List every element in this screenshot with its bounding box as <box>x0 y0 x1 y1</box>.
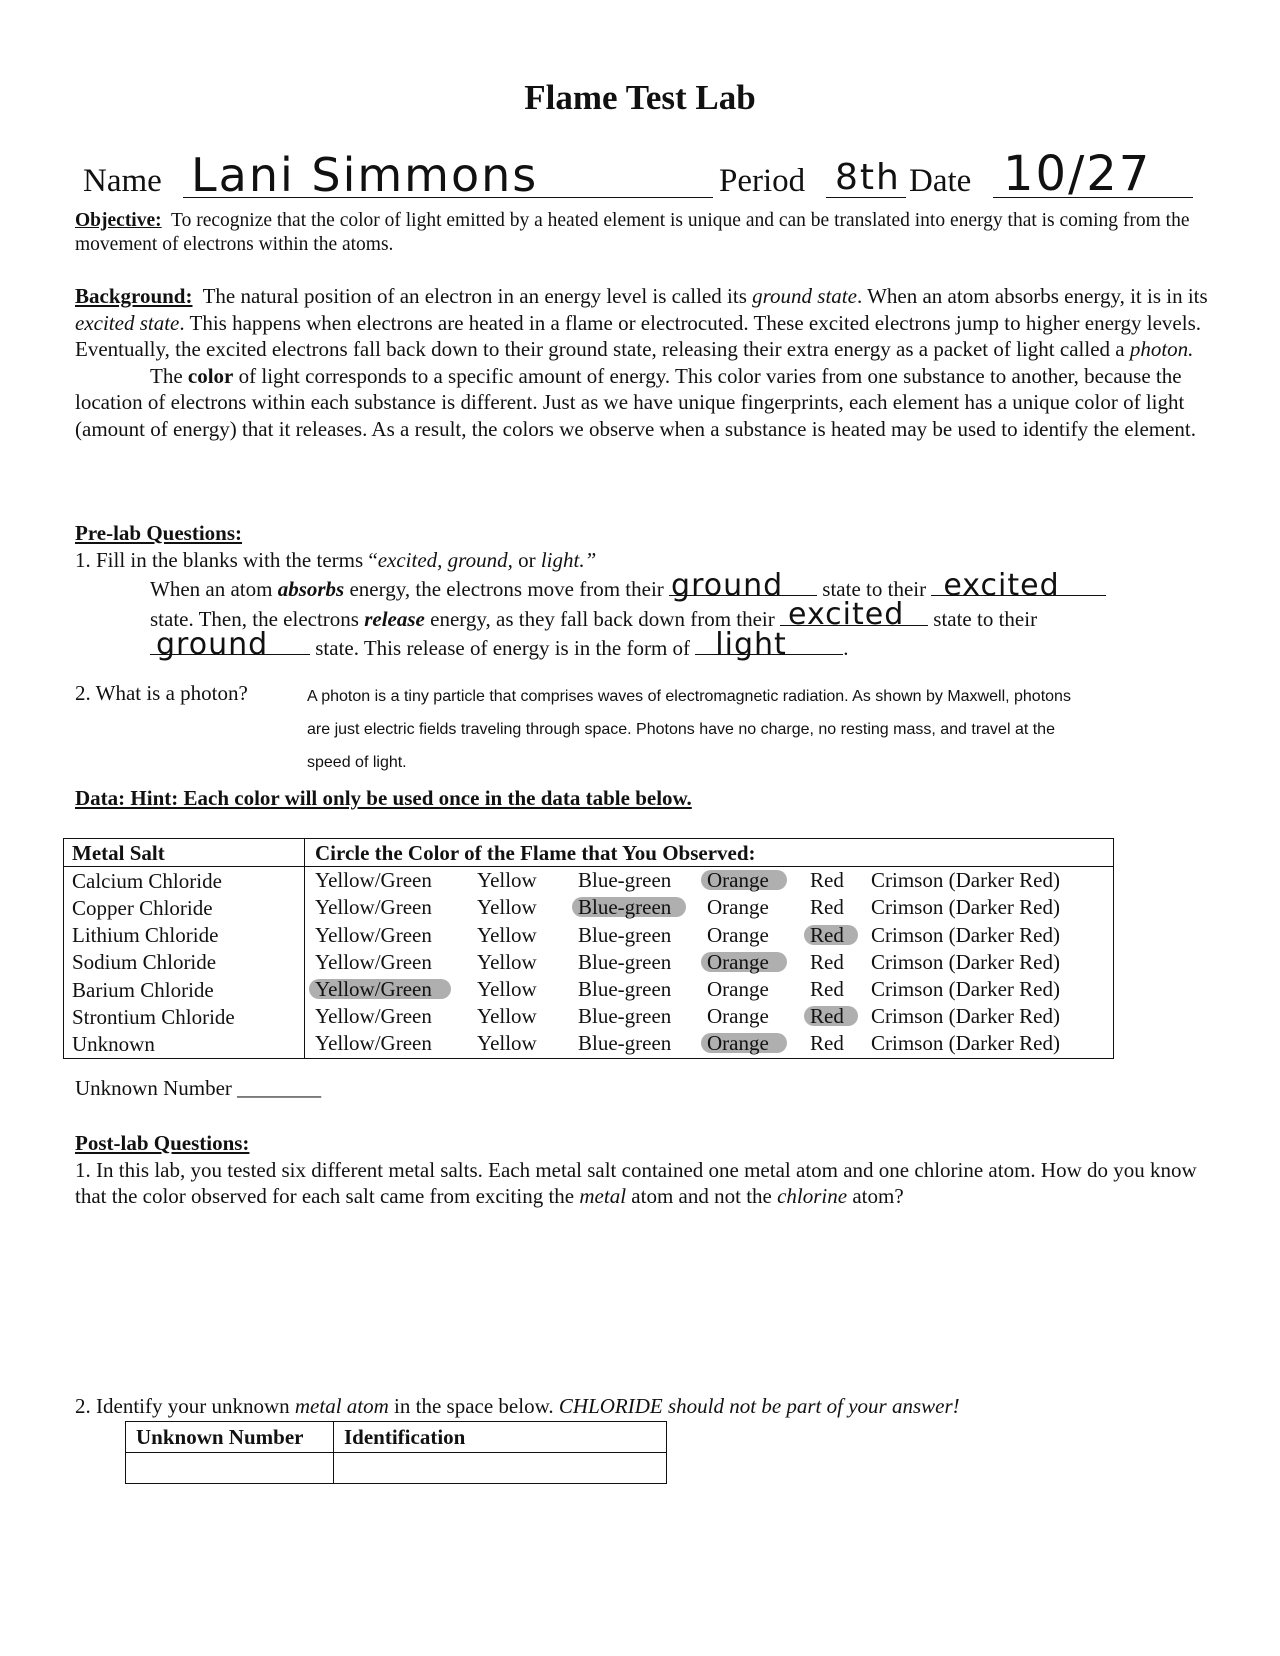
objective-section <box>75 209 1210 257</box>
blank-2[interactable] <box>931 567 1106 603</box>
color-option[interactable]: Yellow <box>477 1031 537 1056</box>
header-metal-salt: Metal Salt <box>64 839 305 867</box>
color-option[interactable]: Red <box>810 977 844 1002</box>
background-section: Background: The natural position of an electron in an energy level is called its ground state. When an atom absorbs energy, it is in its excited state. This happens when electrons are heated in a flame or electrocuted. These excited electrons jump to higher energy levels. Eventually, the excited electrons fall back down to their ground state, releasing their extra energy as a packet of light called a photon. The color of light corresponds to a specific amount of energy. This color varies from one substance to another, because the location of electrons within each substance is different. Just as we have unique fingerprints, each element has a unique color of light (amount of energy) that it releases. As a result, the colors we observe when a substance is heated may be used to identify the element. <box>75 284 1208 441</box>
color-option[interactable]: Yellow/Green <box>315 977 432 1002</box>
color-option[interactable]: Crimson (Darker Red) <box>871 922 1060 947</box>
color-choices-cell <box>305 976 1114 1003</box>
color-choices-cell <box>305 867 1114 895</box>
color-option[interactable]: Yellow/Green <box>315 1004 432 1029</box>
name-label: Name <box>83 163 162 199</box>
background-heading: Background: <box>75 284 193 308</box>
table-header-row <box>64 839 1114 867</box>
color-option[interactable]: Yellow/Green <box>315 895 432 920</box>
objective-text: To recognize that the color of light emitted by a heated element is unique and can be translated into energy that is coming from the movement of electrons within the atoms. <box>75 210 1190 255</box>
color-option[interactable]: Blue-green <box>578 895 672 920</box>
table-row <box>64 867 1114 895</box>
color-option[interactable]: Blue-green <box>578 922 672 947</box>
blank-1[interactable] <box>669 567 817 603</box>
color-choices-cell <box>305 1003 1114 1030</box>
color-choices-cell <box>305 922 1114 949</box>
color-option[interactable]: Orange <box>707 868 769 893</box>
answer-2: excited <box>943 567 1060 603</box>
color-option[interactable]: Yellow <box>477 949 537 974</box>
flame-data-table <box>63 838 1114 1059</box>
unknown-number-label: Unknown Number ________ <box>75 1076 322 1100</box>
name-value: Lani Simmons <box>191 148 539 202</box>
header-circle-color: Circle the Color of the Flame that You Observed: <box>305 839 1114 867</box>
prelab-q2: 2. What is a photon? <box>75 681 248 705</box>
blank-4[interactable] <box>150 626 310 662</box>
unknown-number-cell[interactable] <box>126 1453 334 1484</box>
color-option[interactable]: Yellow/Green <box>315 1031 432 1056</box>
identification-cell[interactable] <box>334 1453 667 1484</box>
color-option[interactable]: Orange <box>707 922 769 947</box>
color-option[interactable]: Red <box>810 868 844 893</box>
objective-heading: Objective: <box>75 210 162 231</box>
ident-col-identification: Identification <box>334 1422 667 1453</box>
prelab-heading: Pre-lab Questions: <box>75 521 243 545</box>
color-option[interactable]: Yellow/Green <box>315 922 432 947</box>
color-option[interactable]: Crimson (Darker Red) <box>871 1031 1060 1056</box>
color-option[interactable]: Orange <box>707 1004 769 1029</box>
postlab-q2: 2. Identify your unknown metal atom in the space below. CHLORIDE should not be part of your answer! <box>75 1394 960 1418</box>
color-option[interactable]: Crimson (Darker Red) <box>871 1004 1060 1029</box>
period-value: 8th <box>835 157 901 198</box>
answer-4: ground <box>156 626 269 662</box>
salt-name: Sodium Chloride <box>64 949 305 976</box>
identification-table <box>125 1421 667 1484</box>
page-title: Flame Test Lab <box>524 78 756 117</box>
table-row <box>64 894 1114 921</box>
data-heading: Data: Hint: Each color will only be used once in the data table below. <box>75 786 692 810</box>
color-option[interactable]: Yellow <box>477 1004 537 1029</box>
answer-1: ground <box>671 567 784 603</box>
date-value: 10/27 <box>1003 146 1152 202</box>
color-option[interactable]: Red <box>810 922 844 947</box>
photon-answer: A photon is a tiny particle that comprises waves of electromagnetic radiation. As shown by Maxwell, photons are just electric fields traveling through space. Photons have no charge, no resting mass, and travel at the speed of light. <box>307 688 1071 771</box>
color-choices-cell <box>305 1030 1114 1058</box>
color-option[interactable]: Orange <box>707 1031 769 1056</box>
color-option[interactable]: Orange <box>707 949 769 974</box>
color-choices-cell <box>305 949 1114 976</box>
header-line <box>83 140 1203 206</box>
color-option[interactable]: Yellow/Green <box>315 868 432 893</box>
color-option[interactable]: Yellow <box>477 895 537 920</box>
color-option[interactable]: Red <box>810 895 844 920</box>
date-label: Date <box>909 163 972 199</box>
blank-3[interactable] <box>780 597 928 633</box>
answer-3: excited <box>788 597 905 633</box>
color-option[interactable]: Orange <box>707 977 769 1002</box>
color-option[interactable]: Crimson (Darker Red) <box>871 949 1060 974</box>
color-choices-cell <box>305 894 1114 921</box>
salt-name: Unknown <box>64 1030 305 1058</box>
table-row <box>64 1003 1114 1030</box>
table-row <box>64 1030 1114 1058</box>
color-option[interactable]: Crimson (Darker Red) <box>871 868 1060 893</box>
color-option[interactable]: Yellow/Green <box>315 949 432 974</box>
salt-name: Strontium Chloride <box>64 1003 305 1030</box>
salt-name: Copper Chloride <box>64 894 305 921</box>
salt-name: Calcium Chloride <box>64 867 305 895</box>
table-row <box>64 976 1114 1003</box>
period-label: Period <box>719 163 806 199</box>
ident-col-unknown-number: Unknown Number <box>126 1422 334 1453</box>
color-option[interactable]: Orange <box>707 895 769 920</box>
prelab-section: Pre-lab Questions: 1. Fill in the blanks with the terms “excited, ground, or light.” When an atom absorbs energy, the electrons move from their ground state to their excited state. Then, the electrons release energy, as they fall back down from their excited state to their ground state. This release of energy is in the form of light . <box>75 520 1210 662</box>
color-option[interactable]: Red <box>810 949 844 974</box>
color-option[interactable]: Red <box>810 1004 844 1029</box>
color-option[interactable]: Blue-green <box>578 1031 672 1056</box>
color-option[interactable]: Blue-green <box>578 977 672 1002</box>
salt-name: Barium Chloride <box>64 976 305 1003</box>
color-option[interactable]: Yellow <box>477 868 537 893</box>
color-option[interactable]: Blue-green <box>578 868 672 893</box>
postlab-section: Post-lab Questions: 1. In this lab, you tested six different metal salts. Each metal salt contained one metal atom and one chlorine atom. How do you know that the color observed for each salt came from exciting the metal atom and not the chlorine atom? <box>75 1131 1197 1208</box>
color-option[interactable]: Blue-green <box>578 949 672 974</box>
color-option[interactable]: Blue-green <box>578 1004 672 1029</box>
salt-name: Lithium Chloride <box>64 922 305 949</box>
color-option[interactable]: Crimson (Darker Red) <box>871 977 1060 1002</box>
blank-5[interactable] <box>695 626 843 662</box>
postlab-heading: Post-lab Questions: <box>75 1131 250 1155</box>
color-option[interactable]: Yellow <box>477 977 537 1002</box>
color-option[interactable]: Yellow <box>477 922 537 947</box>
table-row <box>64 949 1114 976</box>
color-option[interactable]: Red <box>810 1031 844 1056</box>
answer-5: light <box>715 626 787 662</box>
color-option[interactable]: Crimson (Darker Red) <box>871 895 1060 920</box>
table-row <box>64 922 1114 949</box>
